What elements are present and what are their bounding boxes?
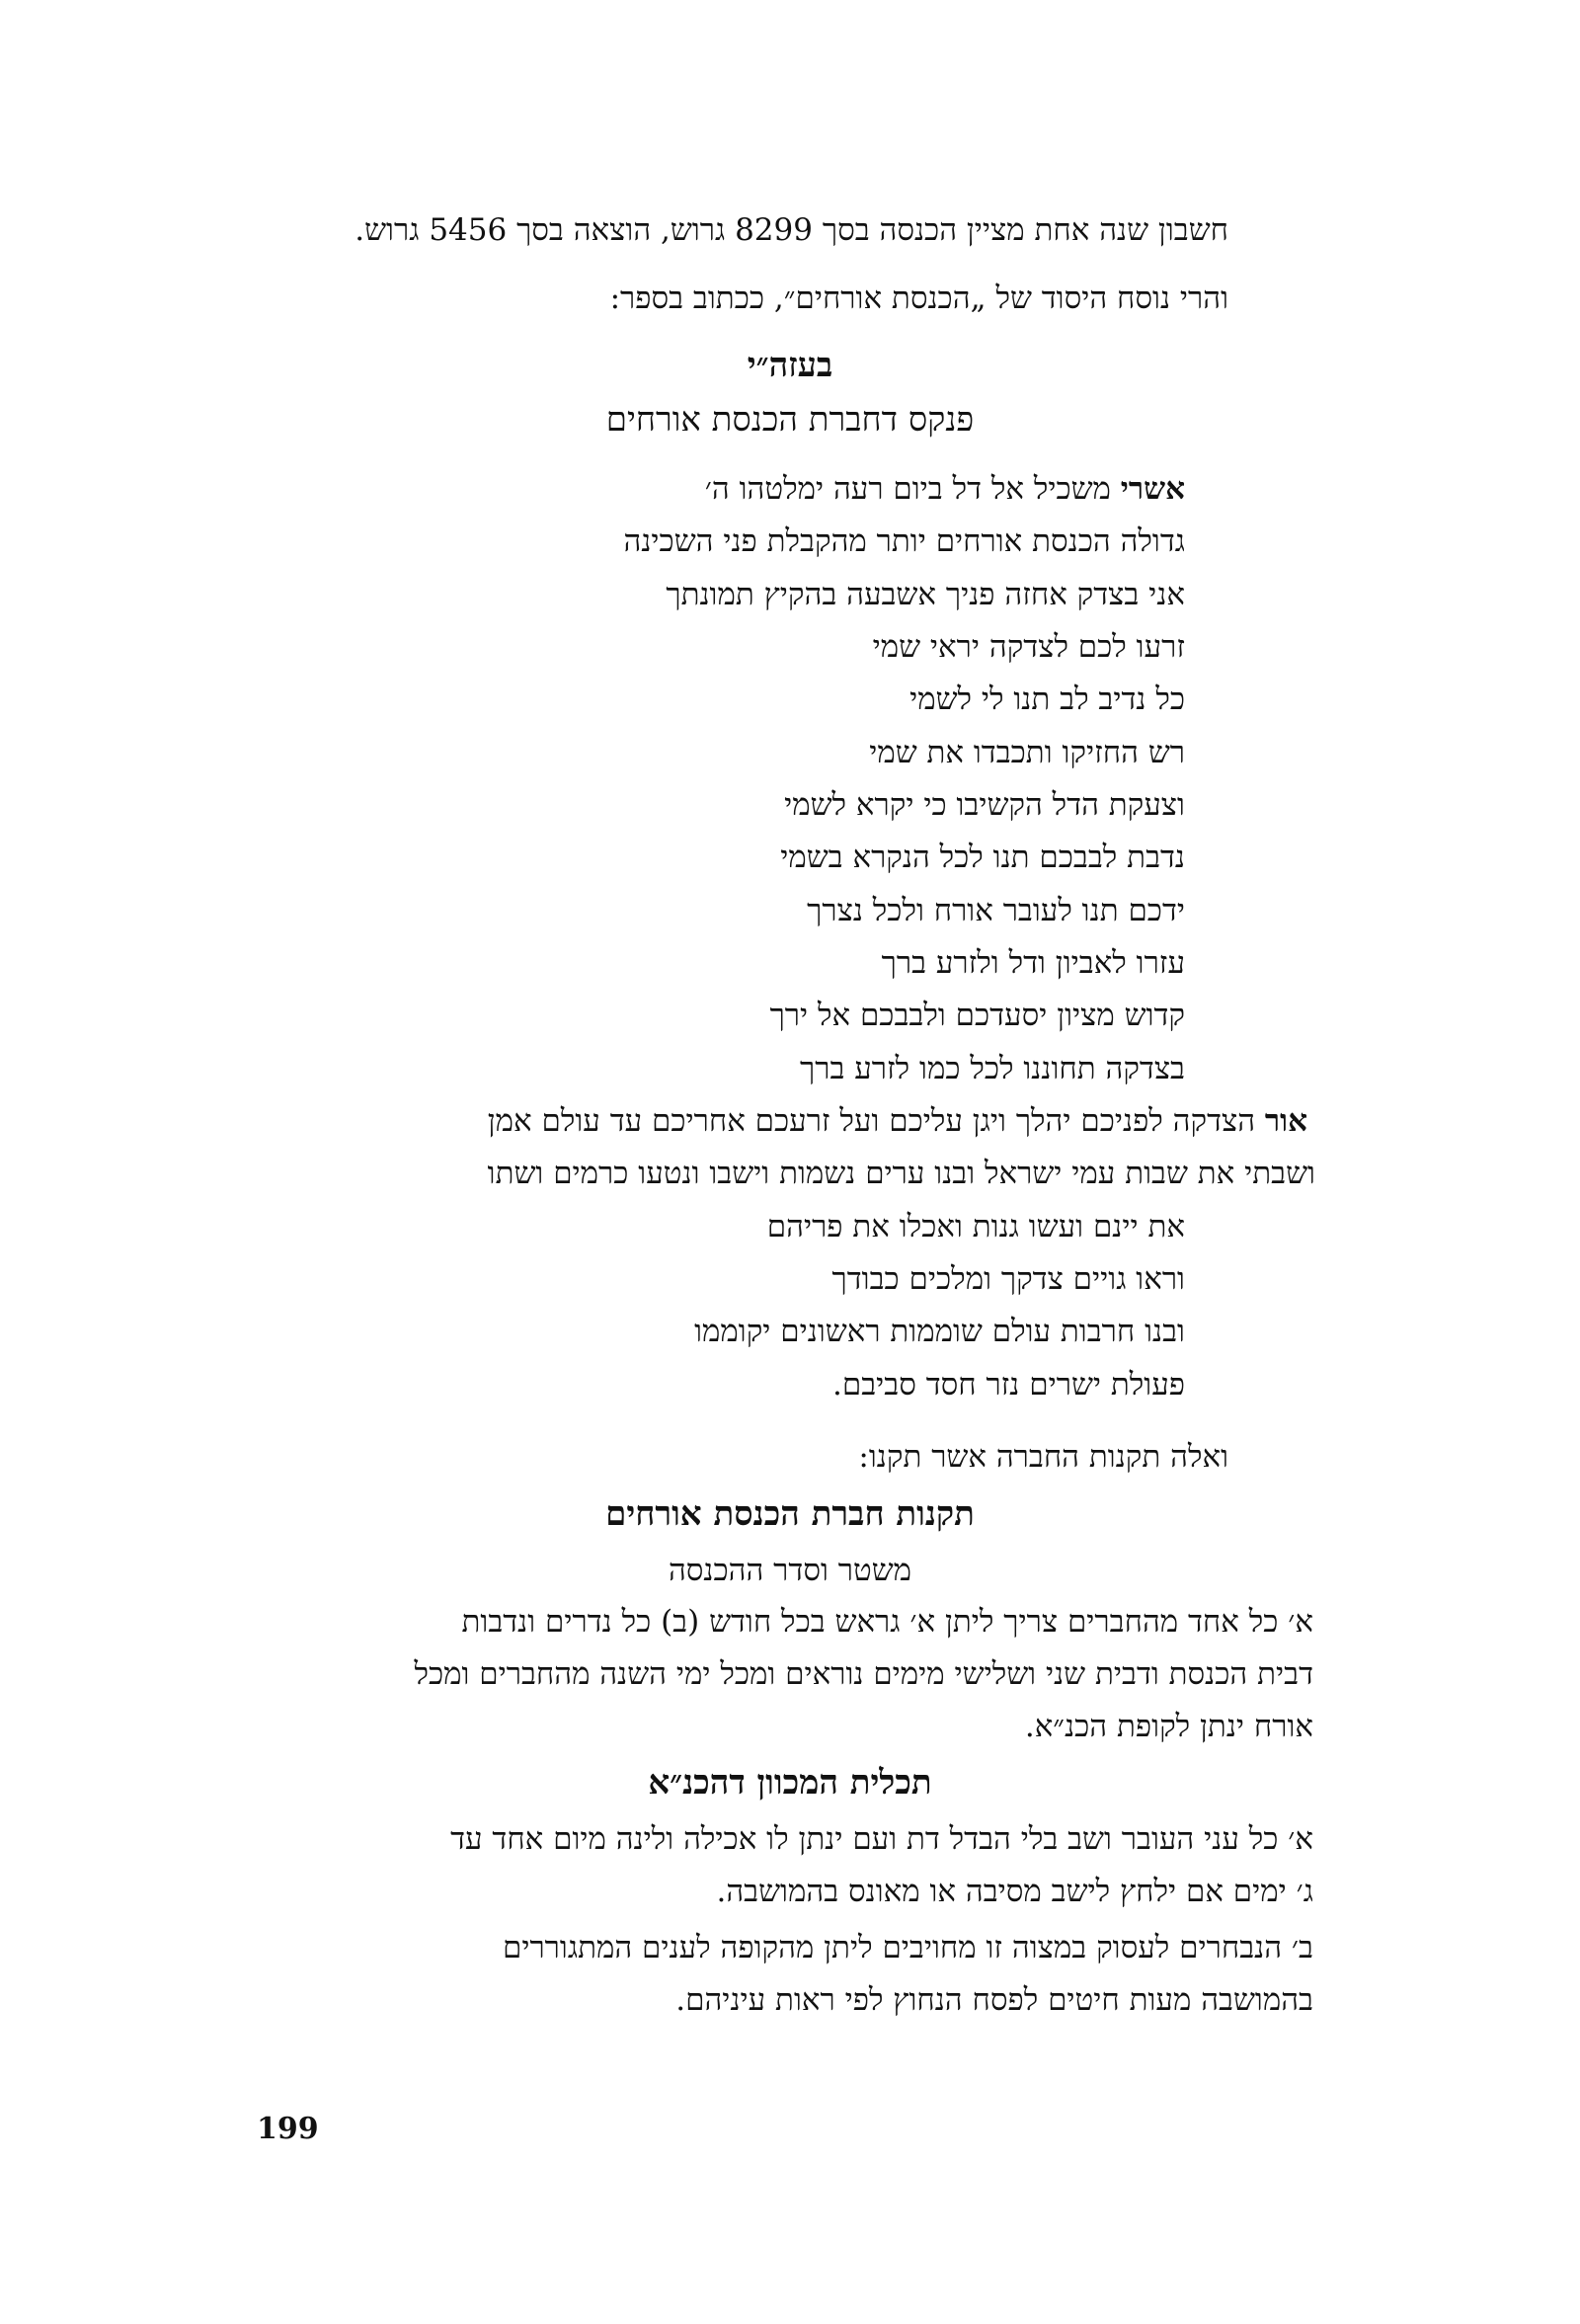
statutes-subtitle: משטר וסדר ההכנסה	[668, 1553, 912, 1588]
pinkas-title: פנקס דחברת הכנסת אורחים	[605, 400, 975, 440]
poem-wide-line-2: ושבתי את שבות עמי ישראל ובנו ערים נשמות וישבו ונטעו כרמים ושתו	[487, 1156, 1315, 1191]
bezrat-heading: בעזה״י	[747, 346, 833, 385]
page-number: 199	[257, 2112, 319, 2146]
poem-line: בצדקה תחוננו לכל כמו לזרע ברך	[800, 1051, 1185, 1086]
poem-line: זרעו לכם לצדקה יראי שמי	[872, 629, 1185, 665]
poem-line: אני בצדק אחזה פניך אשבעה בהקיץ תמונתך	[666, 577, 1185, 612]
poem-acrostic-word: אשרי	[1120, 471, 1185, 507]
poem-tail-line: וראו גויים צדקך ומלכים כבודך	[831, 1261, 1185, 1297]
poem-tail-line: את יינם ועשו גנות ואכלו את פריהם	[766, 1209, 1185, 1244]
statute-paragraph-line: א׳ כל אחד מהחברים צריך ליתן א׳ גראש בכל חודש (ב) כל נדרים ונדבות	[461, 1604, 1313, 1640]
poem-line: וצעקת הדל הקשיבו כי יקרא לשמי	[784, 787, 1185, 823]
poem-line: עזרו לאביון ודל ולזרע ברך	[881, 945, 1185, 981]
purpose-title: תכלית המכוון דהכנ״א	[648, 1763, 932, 1803]
purpose-paragraph-line: א׳ כל עני העובר ושב בלי הבדל דת ועם ינתן לו אכילה ולינה מיום אחד עד	[450, 1821, 1313, 1857]
intro-line-1: חשבון שנה אחת מציין הכנסה בסך 8299 גרוש, הוצאה בסך 5456 גרוש.	[355, 212, 1228, 248]
poem-line: נדבת לבבכם תנו לכל הנקרא בשמי	[780, 840, 1185, 875]
purpose-paragraph-line: בהמושבה מעות חיטים לפסח הנחוץ לפי ראות עיניהם.	[675, 1982, 1313, 2018]
poem-line: כל נדיב לב תנו לי לשמי	[909, 681, 1185, 717]
purpose-paragraph-line: ג׳ ימים אם ילחץ לישב מסיבה או מאונס בהמושבה.	[716, 1874, 1313, 1909]
poem-tail-line: ובנו חרבות עולם שוממות ראשונים יקוממו	[694, 1314, 1185, 1349]
purpose-paragraph-line: ב׳ הנבחרים לעסוק במצוה זו מחויבים ליתן מהקופה לענים המתגוררים	[502, 1930, 1313, 1965]
intro-line-2: והרי נוסח היסוד של „הכנסת אורחים״, ככתוב בספר:	[609, 280, 1228, 316]
statute-paragraph-line: דבית הכנסת ודבית שני ושלישי מימים נוראים ומכל ימי השנה מהחברים ומכל	[414, 1656, 1313, 1692]
poem-line: ידכם תנו לעובר אורח ולכל נצרך	[807, 893, 1185, 928]
poem-line: אשרי משכיל אל דל ביום רעה ימלטהו ה׳	[704, 471, 1185, 507]
statute-paragraph-line: אורח ינתן לקופת הכנ״א.	[1024, 1709, 1313, 1744]
statutes-title: תקנות חברת הכנסת אורחים	[605, 1494, 975, 1534]
poem-line: גדולה הכנסת אורחים יותר מהקבלת פני השכינה	[623, 523, 1185, 559]
poem-line: קדוש מציון יסעדכם ולבבכם אל ירך	[769, 998, 1185, 1033]
poem-tail-line: פעולת ישרים נזר חסד סביבם.	[832, 1367, 1185, 1402]
poem-acrostic-word: אור	[1264, 1103, 1307, 1139]
statutes-intro: ואלה תקנות החברה אשר תקנו:	[858, 1439, 1228, 1475]
poem-line: רש החזיקו ותכבדו את שמי	[869, 735, 1185, 770]
poem-wide-line-1: אור הצדקה לפניכם יהלך ויגן עליכם ועל זרעכם אחריכם עד עולם אמן	[487, 1103, 1307, 1139]
